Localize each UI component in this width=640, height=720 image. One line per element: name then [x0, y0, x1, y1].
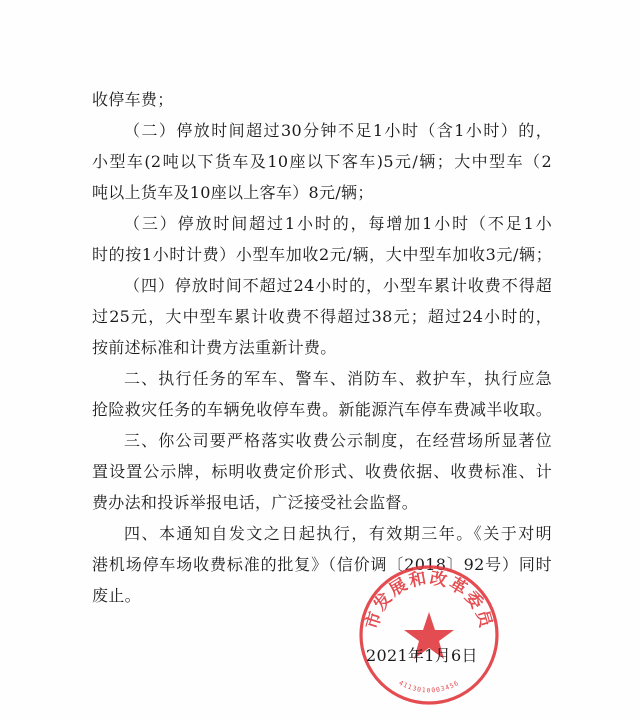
text-line: 三、你公司要严格落实收费公示制度，在经营场所显著位	[124, 431, 552, 450]
text-line: 废止。	[92, 586, 141, 605]
text-line: 四、本通知自发文之日起执行，有效期三年。《关于对明	[124, 524, 552, 543]
seal-number-text: 4113010003456	[397, 678, 461, 695]
seal-arc-text: 市发展和改革委员	[362, 568, 496, 632]
text-line: 费办法和投诉举报电话，广泛接受社会监督。	[92, 493, 419, 512]
text-line: 过25元，大中型车累计收费不得超过38元；超过24小时的，	[92, 307, 552, 326]
document-date: 2021年1月6日	[366, 646, 478, 665]
text-line: 收停车费；	[92, 90, 174, 109]
text-line: 按前述标准和计费方法重新计费。	[92, 338, 337, 357]
text-line: 小型车(2吨以下货车及10座以下客车)5元/辆；大中型车（2	[92, 152, 552, 171]
text-line: （二）停放时间超过30分钟不足1小时（含1小时）的，	[124, 121, 552, 140]
text-line: 吨以上货车及10座以上客车）8元/辆；	[92, 183, 374, 202]
text-line: 时的按1小时计费）小型车加收2元/辆，大中型车加收3元/辆；	[92, 245, 552, 264]
text-line: 港机场停车场收费标准的批复》（信价调〔2018〕92号）同时	[92, 555, 552, 574]
svg-text:4113010003456	[397, 679, 460, 695]
text-line: （四）停放时间不超过24小时的，小型车累计收费不得超	[124, 276, 552, 295]
text-line: 二、执行任务的军车、警车、消防车、救护车，执行应急	[124, 369, 552, 388]
text-line: （三）停放时间超过1小时的，每增加1小时（不足1小	[124, 214, 552, 233]
text-line: 抢险救灾任务的车辆免收停车费。新能源汽车停车费减半收取。	[92, 400, 552, 419]
text-line: 置设置公示牌，标明收费定价形式、收费依据、收费标准、计	[92, 462, 552, 481]
official-seal-stamp	[354, 560, 504, 710]
document-body	[92, 84, 552, 611]
